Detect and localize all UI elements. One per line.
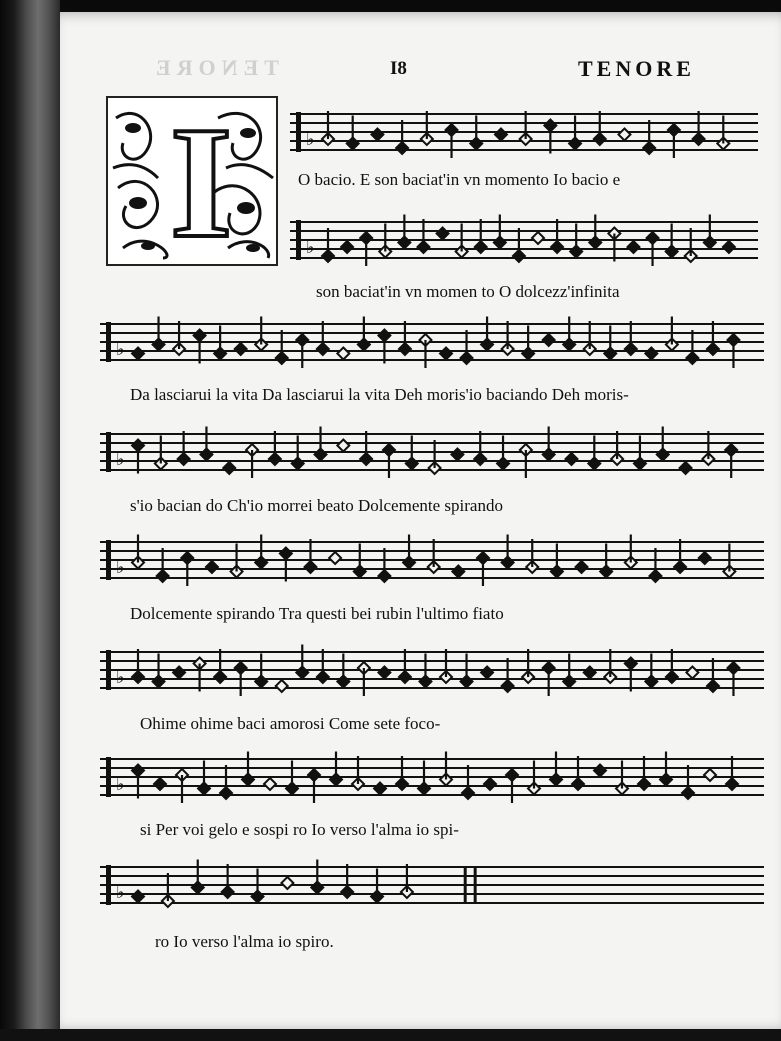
note-head bbox=[484, 778, 496, 790]
note-head bbox=[543, 334, 555, 346]
page-number: I8 bbox=[390, 58, 407, 79]
bleed-through-heading: TENORE bbox=[150, 55, 279, 80]
note-head bbox=[723, 241, 735, 253]
lyric-line-1: O bacio. E son baciat'in vn momento Io bacio e bbox=[298, 170, 621, 189]
flat-sign-icon: ♭ bbox=[116, 774, 125, 795]
note-head bbox=[132, 348, 144, 360]
clef-icon bbox=[106, 322, 111, 362]
book-binding bbox=[0, 0, 60, 1041]
note-head bbox=[132, 891, 144, 903]
clef-icon bbox=[296, 220, 301, 260]
note-head bbox=[452, 566, 464, 578]
flat-sign-icon: ♭ bbox=[116, 339, 125, 360]
flat-sign-icon: ♭ bbox=[306, 237, 315, 258]
flat-sign-icon: ♭ bbox=[116, 667, 125, 688]
lyric-line-7: si Per voi gelo e sospi ro Io verso l'alma io spi- bbox=[140, 820, 459, 839]
note-head bbox=[699, 552, 711, 564]
initial-letter: I bbox=[170, 96, 233, 266]
lyric-line-3: Da lasciarui la vita Da lasciarui la vita Deh moris'io baciando Deh moris- bbox=[130, 385, 629, 404]
note-head bbox=[495, 129, 507, 141]
lyric-line-6: Ohime ohime baci amorosi Come sete foco- bbox=[140, 714, 441, 733]
clef-icon bbox=[106, 650, 111, 690]
note-head bbox=[281, 877, 293, 889]
clef-icon bbox=[106, 757, 111, 797]
note-head bbox=[618, 129, 630, 141]
note-head bbox=[440, 348, 452, 360]
music-staff-5 bbox=[100, 528, 764, 592]
music-staff-6 bbox=[100, 638, 764, 702]
note-head bbox=[584, 667, 596, 679]
flat-sign-icon: ♭ bbox=[116, 449, 125, 470]
lyric-line-4: s'io bacian do Ch'io morrei beato Dolcemente spirando bbox=[130, 496, 503, 515]
flat-sign-icon: ♭ bbox=[116, 882, 125, 903]
flat-sign-icon: ♭ bbox=[306, 129, 315, 150]
decorated-initial bbox=[106, 96, 278, 266]
note-head bbox=[264, 778, 276, 790]
bottom-edge bbox=[0, 1029, 781, 1041]
note-head bbox=[276, 680, 288, 692]
music-staff-8 bbox=[100, 853, 764, 917]
lyric-line-8: ro Io verso l'alma io spiro. bbox=[155, 932, 334, 951]
note-head bbox=[341, 241, 353, 253]
note-head bbox=[645, 348, 657, 360]
music-staff-7 bbox=[100, 745, 764, 809]
clef-icon bbox=[106, 865, 111, 905]
music-staff-3 bbox=[100, 310, 764, 374]
note-head bbox=[532, 232, 544, 244]
note-head bbox=[627, 241, 639, 253]
note-head bbox=[680, 462, 692, 474]
note-head bbox=[235, 343, 247, 355]
note-head bbox=[173, 667, 185, 679]
music-staff-1 bbox=[290, 100, 758, 164]
note-head bbox=[565, 453, 577, 465]
note-head bbox=[481, 667, 493, 679]
note-head bbox=[337, 440, 349, 452]
clef-icon bbox=[106, 432, 111, 472]
note-head bbox=[223, 462, 235, 474]
note-head bbox=[576, 561, 588, 573]
note-head bbox=[154, 778, 166, 790]
note-head bbox=[206, 561, 218, 573]
voice-part-title: TENORE bbox=[578, 56, 695, 81]
note-head bbox=[704, 769, 716, 781]
flat-sign-icon: ♭ bbox=[116, 557, 125, 578]
note-head bbox=[594, 765, 606, 777]
music-staff-2 bbox=[290, 208, 758, 272]
clef-icon bbox=[106, 540, 111, 580]
note-head bbox=[437, 228, 449, 240]
clef-icon bbox=[296, 112, 301, 152]
note-head bbox=[371, 129, 383, 141]
note-head bbox=[451, 449, 463, 461]
note-head bbox=[374, 783, 386, 795]
note-head bbox=[378, 667, 390, 679]
lyric-line-5: Dolcemente spirando Tra questi bei rubin l'ultimo fiato bbox=[130, 604, 504, 623]
music-staff-4 bbox=[100, 420, 764, 484]
note-head bbox=[337, 348, 349, 360]
note-head bbox=[686, 667, 698, 679]
lyric-line-2: son baciat'in vn momen to O dolcezz'infinita bbox=[316, 282, 620, 301]
note-head bbox=[329, 552, 341, 564]
